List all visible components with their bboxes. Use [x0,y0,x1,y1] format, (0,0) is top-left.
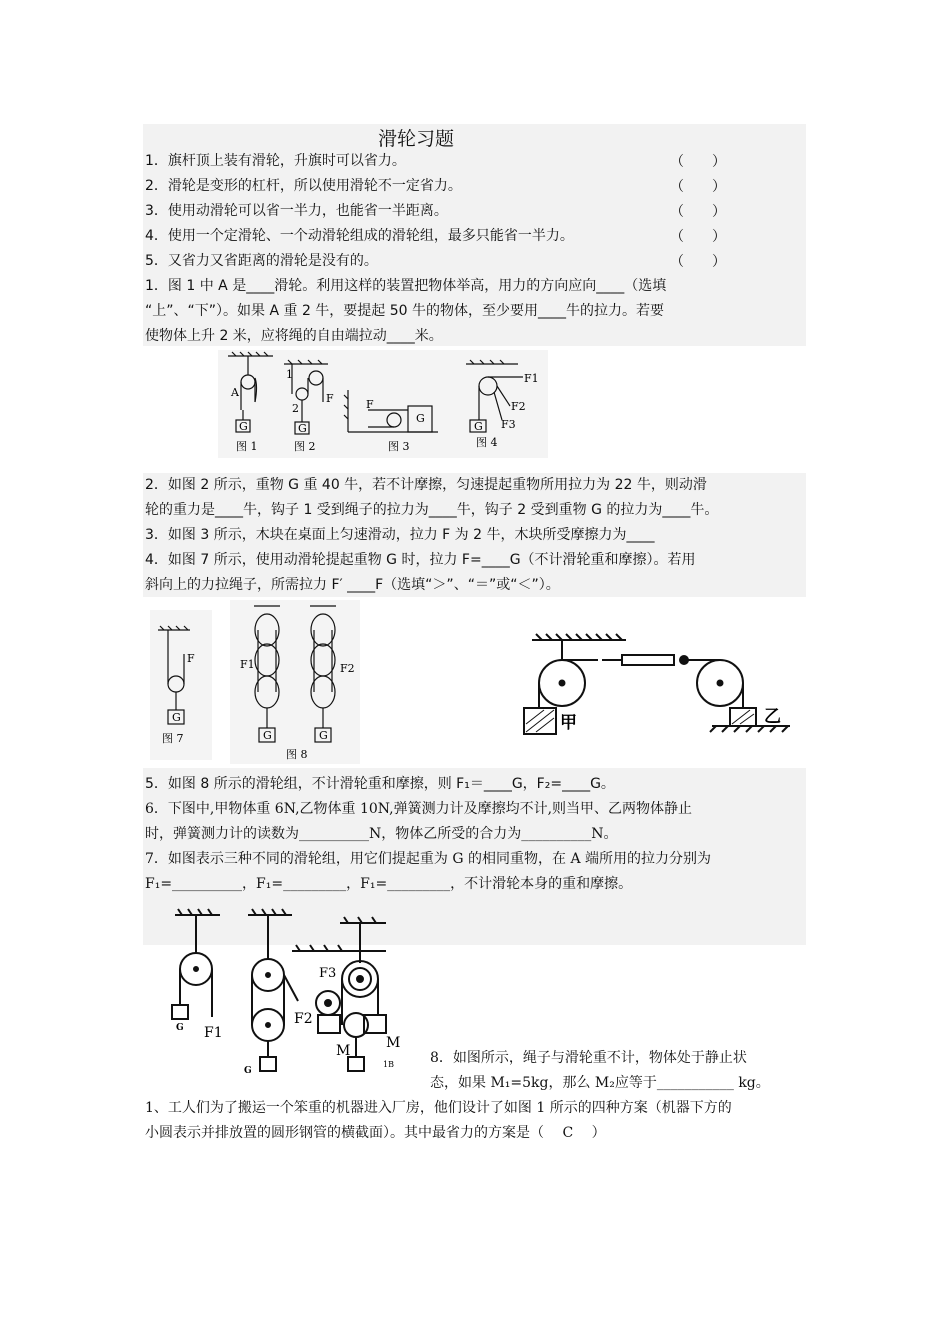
q4-line-2: 斜向上的力拉绳子，所需拉力 F′ ____F（选填“＞”、“＝”或“＜”）。 [145,577,560,593]
figure-7-f-mark: F [187,652,195,665]
figure-3-label: 图 3 [388,440,410,453]
system-three-f3-mark: F3 [319,966,337,981]
figure-2-label: 图 2 [294,440,316,453]
figure-row-3 [160,905,420,1085]
system-two-f2-mark: F2 [294,1011,313,1027]
q1-line-2: “上”、“下”）。如果 A 重 2 牛，要提起 50 牛的物体，至少要用____牛的拉力。若要 [145,303,665,319]
figure-row-2 [150,600,810,768]
tf-paren-4: （ ） [670,229,726,245]
figure-8-f2-mark: F2 [340,662,355,675]
figure-2-g-mark: G [298,422,307,435]
q7-line-1: 7．如图表示三种不同的滑轮组，用它们提起重为 G 的相同重物，在 A 端所用的拉力分别为 [145,851,711,867]
tf-item-3: 3．使用动滑轮可以省一半力，也能省一半距离。 [145,203,448,219]
tf-item-4: 4．使用一个定滑轮、一个动滑轮组成的滑轮组，最多只能省一半力。 [145,228,574,244]
q4-line-1: 4．如图 7 所示，使用动滑轮提起重物 G 时，拉力 F=____G（不计滑轮重和摩擦）。若用 [145,552,696,568]
tf-paren-5: （ ） [670,254,726,270]
figure-1-label: 图 1 [236,440,258,453]
q8-line-1: 8．如图所示，绳子与滑轮重不计，物体处于静止状 [430,1050,747,1066]
q3-line: 3．如图 3 所示，木块在桌面上匀速滑动，拉力 F 为 2 牛，木块所受摩擦力为____ [145,527,655,543]
figure-7-g-mark: G [172,711,181,724]
system-three-m2-mark: M [336,1043,351,1059]
q6-line-1: 6．下图中,甲物体重 6N,乙物体重 10N,弹簧测力计及摩擦均不计,则当甲、乙两物体静止 [145,801,693,817]
tf-paren-2: （ ） [670,179,726,195]
pulley-system-two [248,909,298,1071]
figure-2-hook-2-mark: 2 [292,402,299,415]
tf-paren-3: （ ） [670,204,726,220]
figure-1-a-mark: A [231,386,239,399]
figure-4-f1-mark: F1 [524,372,539,385]
figure-3-f-mark: F [366,398,374,411]
figure-7-label: 图 7 [162,732,184,745]
object-yi-label: 乙 [764,707,781,727]
figure-4-g-mark: G [474,420,483,433]
object-jia-label: 甲 [560,713,577,733]
tf-item-5: 5．又省力又省距离的滑轮是没有的。 [145,253,378,269]
q-last-line-1: 1、工人们为了搬运一个笨重的机器进入厂房，他们设计了如图 1 所示的四种方案（机器下方的 [145,1100,732,1116]
page-title: 滑轮习题 [378,128,455,150]
figure-3-g-mark: G [416,412,425,425]
system-one-f1-mark: F1 [204,1025,223,1041]
figure-4-label: 图 4 [476,436,498,449]
q7-line-2: F₁=__________，F₁=_________，F₁=_________，不计滑轮本身的重和摩擦。 [145,876,633,892]
q2-line-1: 2．如图 2 所示，重物 G 重 40 牛，若不计摩擦，匀速提起重物所用拉力为 22 牛，则动滑 [145,477,707,493]
figure-8-g2-mark: G [319,729,328,742]
tf-paren-1: （ ） [670,154,726,170]
q8-line-2: 态，如果 M₁=5kg，那么 M₂应等于___________ kg。 [430,1075,770,1091]
figure-8-label: 图 8 [286,748,308,761]
pulley-system-one [172,909,220,1019]
tf-item-1: 1．旗杆顶上装有滑轮，升旗时可以省力。 [145,153,406,169]
q6-line-2: 时，弹簧测力计的读数为__________N，物体乙所受的合力为__________N。 [145,826,618,842]
q1-line-1: 1．图 1 中 A 是____滑轮。利用这样的装置把物体举高，用力的方向应向____（选填 [145,278,667,294]
q2-line-2: 轮的重力是____牛，钩子 1 受到绳子的拉力为____牛，钩子 2 受到重物 G 的拉力为____牛。 [145,502,719,518]
figure-1-g-mark: G [239,420,248,433]
figure-2-hook-1-mark: 1 [286,368,293,381]
q5-line: 5．如图 8 所示的滑轮组，不计滑轮重和摩擦，则 F₁＝____G，F₂=____G。 [145,776,615,792]
system-two-g-mark: G [244,1066,252,1076]
system-three-m-mark: M [386,1035,401,1051]
figure-4-f2-mark: F2 [511,400,526,413]
figure-row-1 [218,350,548,458]
q-last-line-2: 小圆表示并排放置的圆形钢管的横截面）。其中最省力的方案是（ C ） [145,1125,606,1141]
system-one-g-mark: G [176,1023,184,1033]
tf-item-2: 2．滑轮是变形的杠杆，所以使用滑轮不一定省力。 [145,178,462,194]
figure-4-f3-mark: F3 [501,418,516,431]
figure-8-g1-mark: G [263,729,272,742]
system-three-sub-mark: 1B [383,1060,394,1069]
figure-2-f-mark: F [326,392,334,405]
figure-8-f1-mark: F1 [240,658,255,671]
q1-line-3: 使物体上升 2 米，应将绳的自由端拉动____米。 [145,328,443,344]
